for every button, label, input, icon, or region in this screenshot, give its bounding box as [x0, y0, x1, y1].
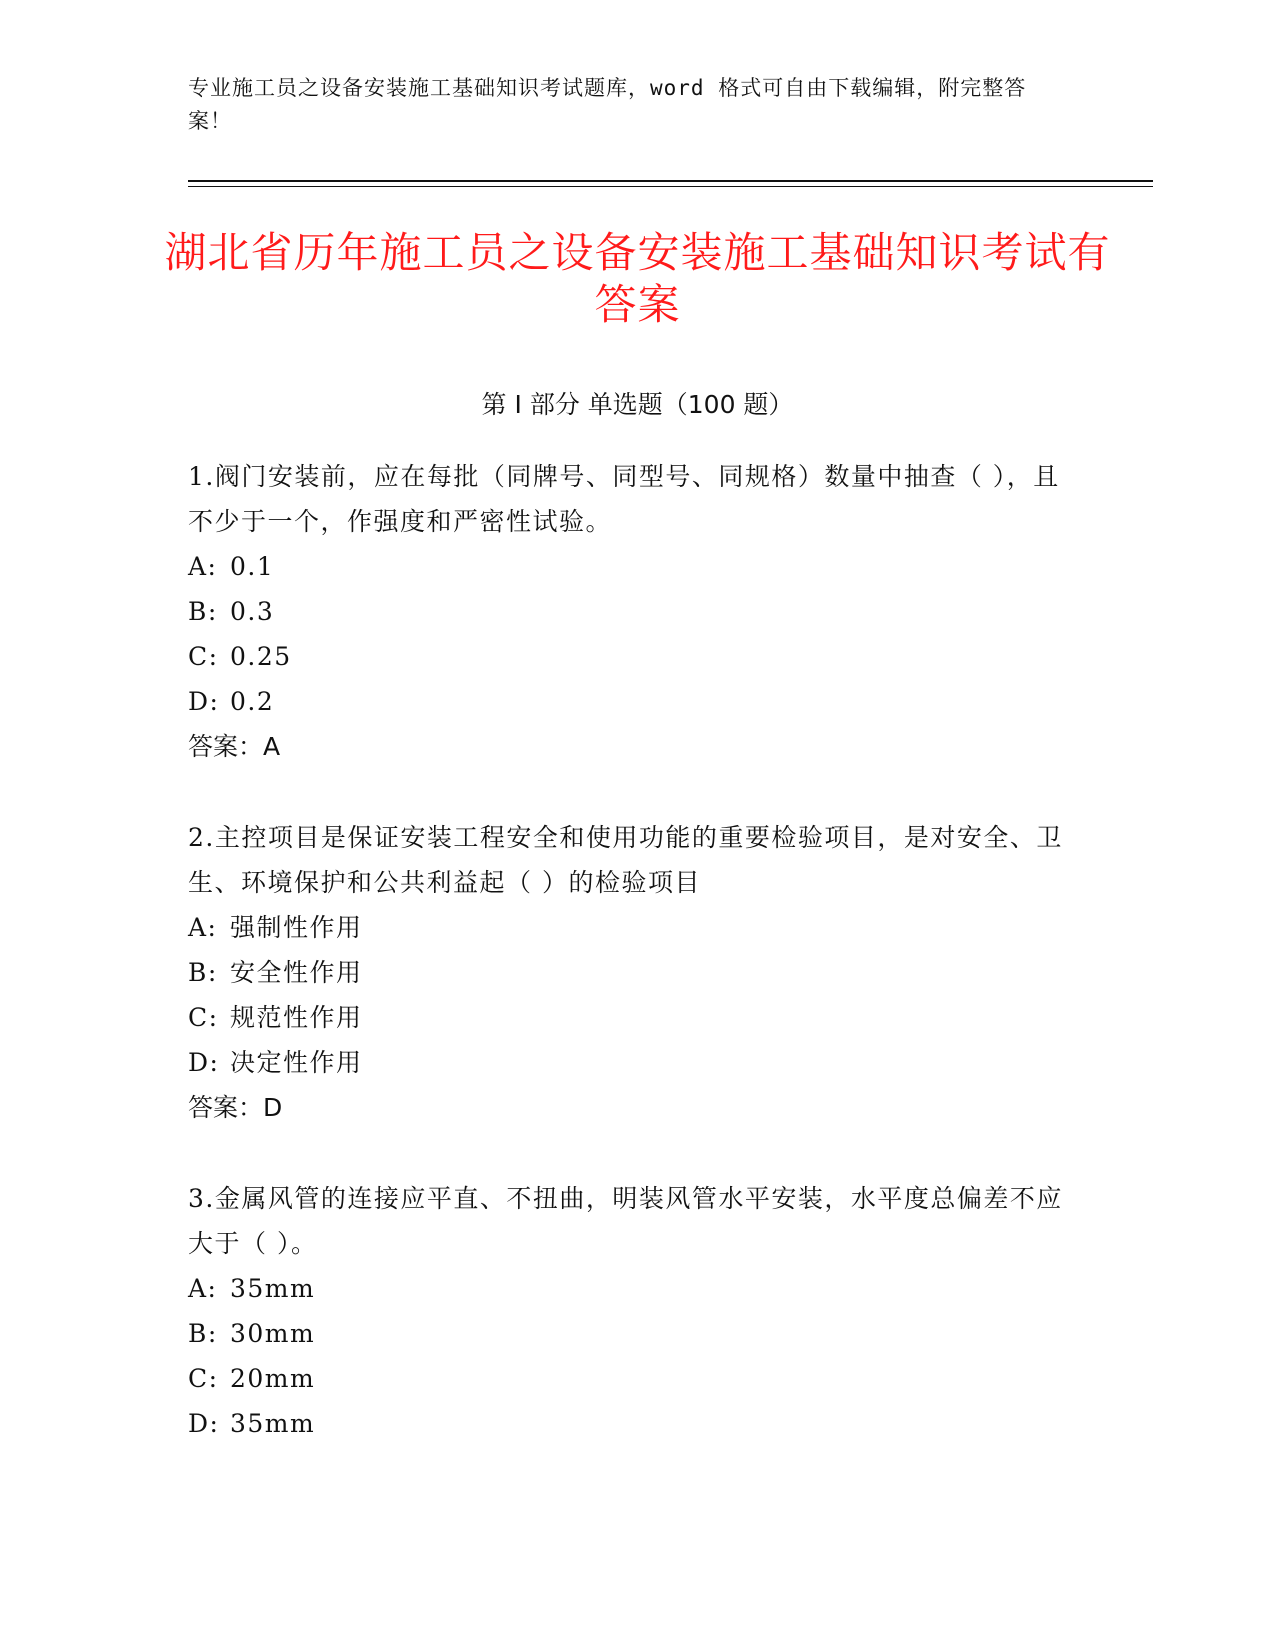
option-key: A:: [188, 913, 218, 942]
question-stem: 2.主控项目是保证安装工程安全和使用功能的重要检验项目，是对安全、卫生、环境保护和公共利益起（ ）的检验项目: [188, 823, 1063, 897]
option-text: 强制性作用: [230, 913, 363, 942]
header-rule-thin: [188, 186, 1153, 187]
option-key: C:: [188, 1003, 219, 1032]
option-text: 规范性作用: [230, 1003, 363, 1032]
option-a: [188, 544, 1068, 589]
option-key: D:: [188, 687, 220, 716]
option-d: [188, 1040, 1068, 1085]
option-a: [188, 905, 1068, 950]
option-text: 30mm: [230, 1319, 316, 1348]
question-stem: 1.阀门安装前，应在每批（同牌号、同型号、同规格）数量中抽查（ ），且不少于一个，作强度和严密性试验。: [188, 462, 1060, 536]
option-text: 安全性作用: [230, 958, 363, 987]
question-1: [188, 454, 1068, 769]
question-2: [188, 815, 1068, 1130]
option-d: [188, 679, 1068, 724]
option-c: [188, 634, 1068, 679]
option-text: 35mm: [230, 1274, 316, 1303]
document-title: 湖北省历年施工员之设备安装施工基础知识考试有答案: [164, 228, 1111, 329]
option-b: [188, 589, 1068, 634]
option-key: C:: [188, 642, 219, 671]
option-d: [188, 1401, 1068, 1446]
option-key: B:: [188, 958, 218, 987]
option-b: [188, 1311, 1068, 1356]
option-text: 35mm: [230, 1409, 316, 1438]
answer: 答案：D: [188, 1093, 283, 1122]
header-rule-thick: [188, 180, 1153, 182]
option-b: [188, 950, 1068, 995]
option-key: D:: [188, 1409, 220, 1438]
option-key: A:: [188, 552, 218, 581]
option-text: 20mm: [230, 1364, 316, 1393]
question-stem: 3.金属风管的连接应平直、不扭曲，明装风管水平安装，水平度总偏差不应大于（ ）。: [188, 1184, 1063, 1258]
option-text: 决定性作用: [230, 1048, 363, 1077]
option-key: D:: [188, 1048, 220, 1077]
option-text: 0.2: [230, 687, 275, 716]
question-3: [188, 1176, 1068, 1446]
option-key: C:: [188, 1364, 219, 1393]
option-key: B:: [188, 1319, 218, 1348]
option-a: [188, 1266, 1068, 1311]
option-key: B:: [188, 597, 218, 626]
option-text: 0.1: [230, 552, 275, 581]
option-text: 0.25: [230, 642, 292, 671]
header-note: 专业施工员之设备安装施工基础知识考试题库，word 格式可自由下载编辑，附完整答案！: [188, 76, 1027, 133]
answer: 答案：A: [188, 732, 281, 761]
option-c: [188, 1356, 1068, 1401]
option-key: A:: [188, 1274, 218, 1303]
option-c: [188, 995, 1068, 1040]
section-title: 第 I 部分 单选题（100 题）: [481, 390, 794, 419]
option-text: 0.3: [230, 597, 275, 626]
